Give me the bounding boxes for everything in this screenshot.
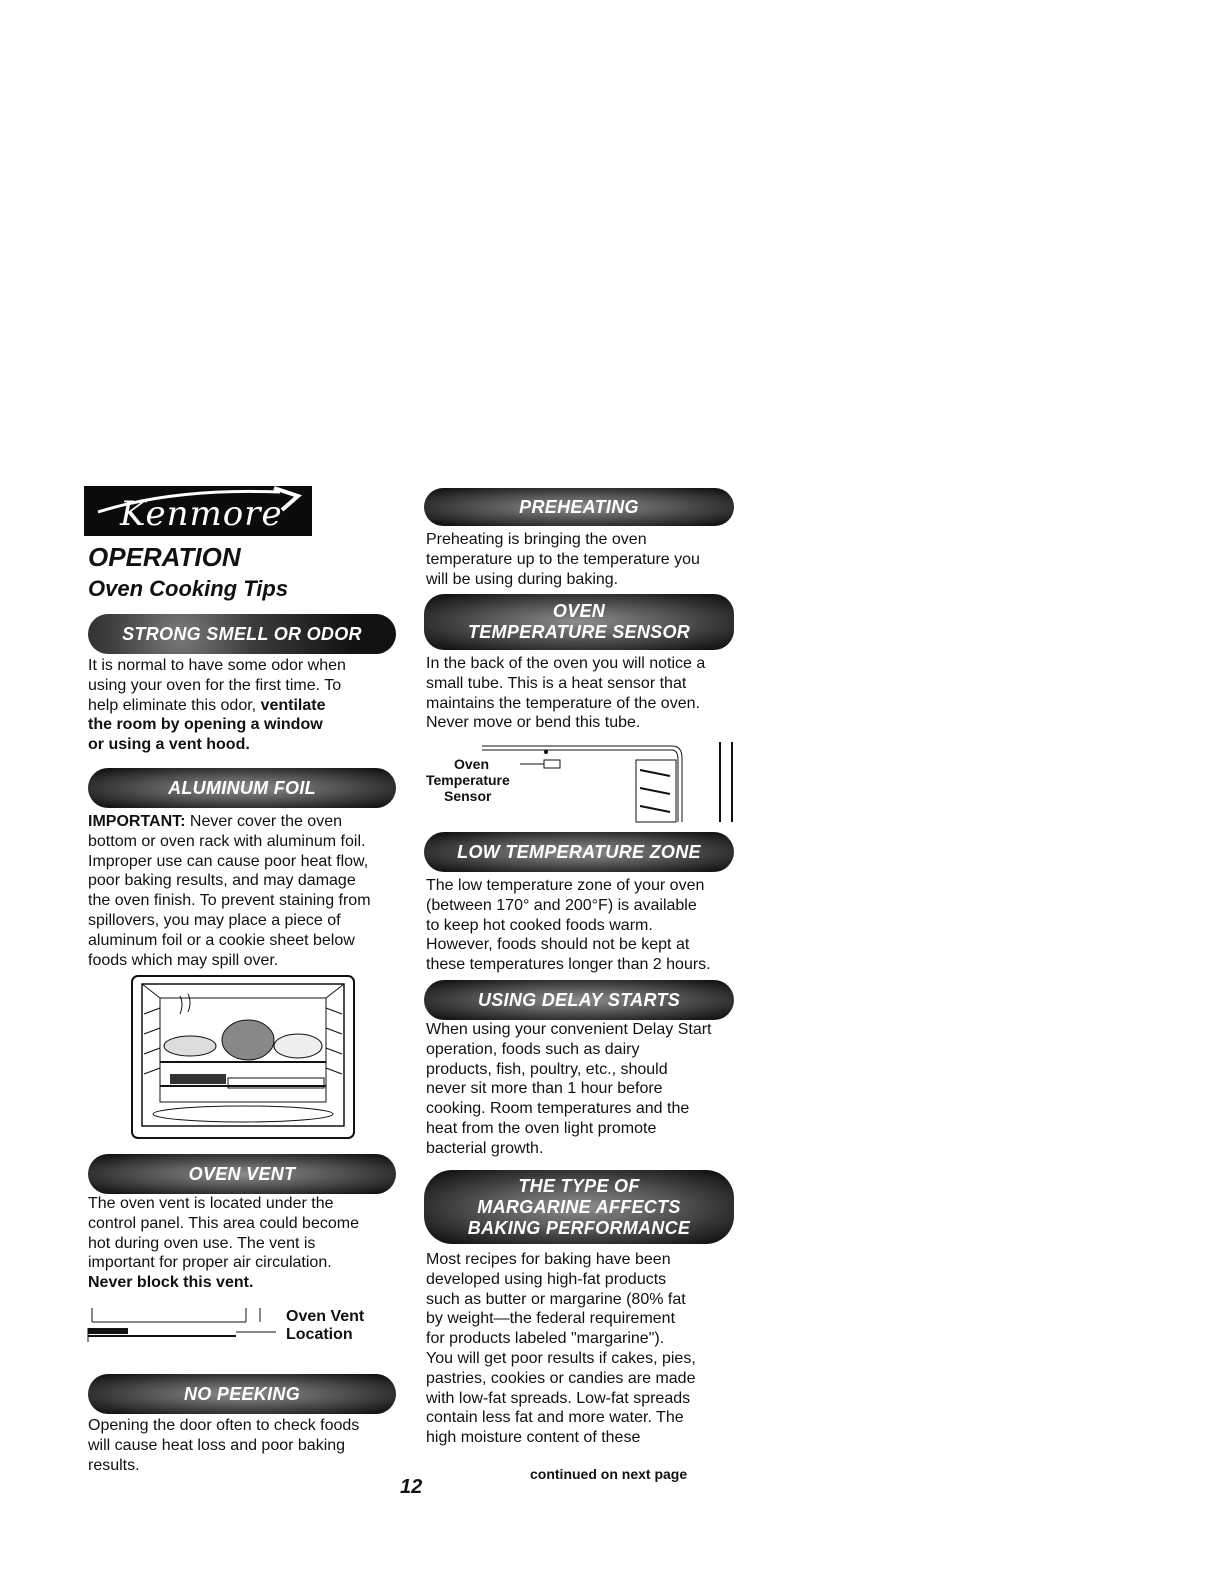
heading-strong-smell: STRONG SMELL OR ODOR: [88, 614, 396, 654]
oven-interior-illustration: [130, 974, 356, 1140]
sensor-text: In the back of the oven you will notice a small tube. This is a heat sensor that maintains the temperature of the oven. Never move or bend this tube.: [426, 655, 706, 732]
oven-vent-label: Oven Vent Location: [286, 1308, 365, 1343]
peeking-text: Opening the door often to check foods will cause heat loss and poor baking results.: [88, 1417, 360, 1474]
logo-wordmark: Kenmore: [120, 494, 283, 534]
heading-aluminum-foil: ALUMINUM FOIL: [88, 768, 396, 808]
page-subtitle: Oven Cooking Tips: [88, 576, 289, 601]
heading-preheating: PREHEATING: [424, 488, 734, 526]
foil-text: IMPORTANT: Never cover the oven bottom or oven rack with aluminum foil. Improper use can cause poor heat flow, poor baking results, and may damage the oven finish. To prevent staining from spillovers, you may place a piece of aluminum foil or a cookie sheet below foods which may spill over.: [88, 813, 371, 969]
heading-oven-vent: OVEN VENT: [88, 1154, 396, 1194]
margarine-text: Most recipes for baking have been developed using high-fat products such as butter or margarine (80% fat by weight—the federal requirement for products labeled "margarine"). You will get poor results if cakes, pies, pastries, cookies or candies are made with low-fat spreads. Low-fat spreads contain less fat and more water. The high moisture content of these: [426, 1251, 696, 1447]
vent-text: The oven vent is located under the control panel. This area could become hot during oven use. The vent is important for proper air circulation. Never block this vent.: [88, 1195, 359, 1292]
oven-vent-diagram: [86, 1306, 276, 1350]
heading-no-peeking: NO PEEKING: [88, 1374, 396, 1414]
sensor-label: Oven Temperature Sensor: [426, 756, 510, 804]
heading-oven-temperature-sensor: OVEN TEMPERATURE SENSOR: [424, 594, 734, 650]
heading-using-delay-starts: USING DELAY STARTS: [424, 980, 734, 1020]
section-title: OPERATION: [88, 542, 241, 572]
heading-margarine: THE TYPE OF MARGARINE AFFECTS BAKING PERFORMANCE: [424, 1170, 734, 1244]
kenmore-logo: [84, 486, 312, 536]
continued-note: continued on next page: [530, 1466, 688, 1482]
low-temp-text: The low temperature zone of your oven (between 170° and 200°F) is available to keep hot cooked foods warm. However, foods should not be kept at these temperatures longer than 2 hours.: [426, 877, 711, 974]
temperature-sensor-diagram: [476, 738, 738, 824]
odor-text: It is normal to have some odor when using your oven for the first time. To help eliminate this odor, ventilate the room by opening a window or using a vent hood.: [88, 657, 346, 754]
preheat-text: Preheating is bringing the oven temperature up to the temperature you will be using during baking.: [426, 531, 700, 588]
heading-low-temperature-zone: LOW TEMPERATURE ZONE: [424, 832, 734, 872]
page-number: 12: [400, 1476, 423, 1498]
delay-text: When using your convenient Delay Start operation, foods such as dairy products, fish, poultry, etc., should never sit more than 1 hour before cooking. Room temperatures and the heat from the oven light promote bacterial growth.: [426, 1021, 712, 1157]
